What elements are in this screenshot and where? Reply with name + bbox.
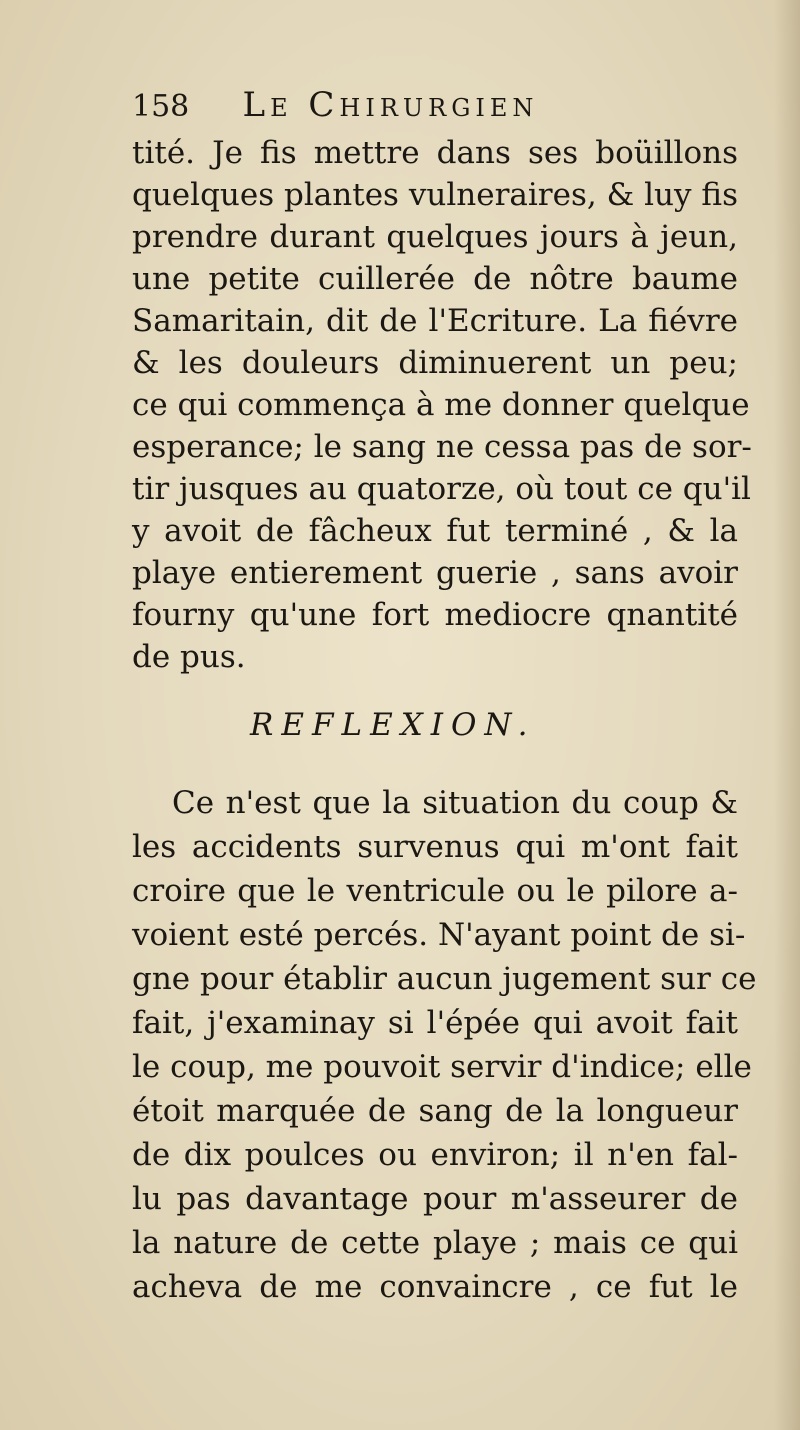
text-line: gne pour établir aucun jugement sur ce [132,961,757,997]
page-edge-shadow [774,0,800,1430]
text-line: esperance; le sang ne cessa pas de sor- [132,429,752,465]
running-head: Le Chirurgien [242,85,539,125]
text-line: tir jusques au quatorze, où tout ce qu'il [132,471,751,507]
text-line: de dix poulces ou environ; il n'en fal- [132,1137,738,1173]
text-line: la nature de cette playe ; mais ce qui [132,1225,738,1261]
text-line: fait, j'examinay si l'épée qui avoit fait [132,1005,738,1041]
text-line: ce qui commença à me donner quelque [132,387,750,423]
section-heading: REFLEXION. [250,707,536,743]
text-line: Samaritain, dit de l'Ecriture. La fiévre [132,303,738,339]
text-line: acheva de me convaincre , ce fut le [132,1269,738,1305]
text-line: croire que le ventricule ou le pilore a- [132,873,738,909]
text-line: les accidents survenus qui m'ont fait [132,829,738,865]
text-line: y avoit de fâcheux fut terminé , & la [132,513,738,549]
text-line: fourny qu'une fort mediocre qnantité [132,597,738,633]
text-line: tité. Je fis mettre dans ses boüillons [132,135,738,171]
text-line: & les douleurs diminuerent un peu; [132,345,738,381]
text-line: quelques plantes vulneraires, & luy fis [132,177,738,213]
text-line: playe entierement guerie , sans avoir [132,555,738,591]
text-line: Ce n'est que la situation du coup & [172,785,738,821]
text-line: voient esté percés. N'ayant point de si- [132,917,746,953]
text-line: prendre durant quelques jours à jeun, [132,219,738,255]
page-header [132,82,652,128]
text-line: lu pas davantage pour m'asseurer de [132,1181,738,1217]
text-line: le coup, me pouvoit servir d'indice; elle [132,1049,752,1085]
text-line: une petite cuillerée de nôtre baume [132,261,738,297]
page-number: 158 [132,89,190,124]
text-line: étoit marquée de sang de la longueur [132,1093,738,1129]
text-line: de pus. [132,639,246,675]
